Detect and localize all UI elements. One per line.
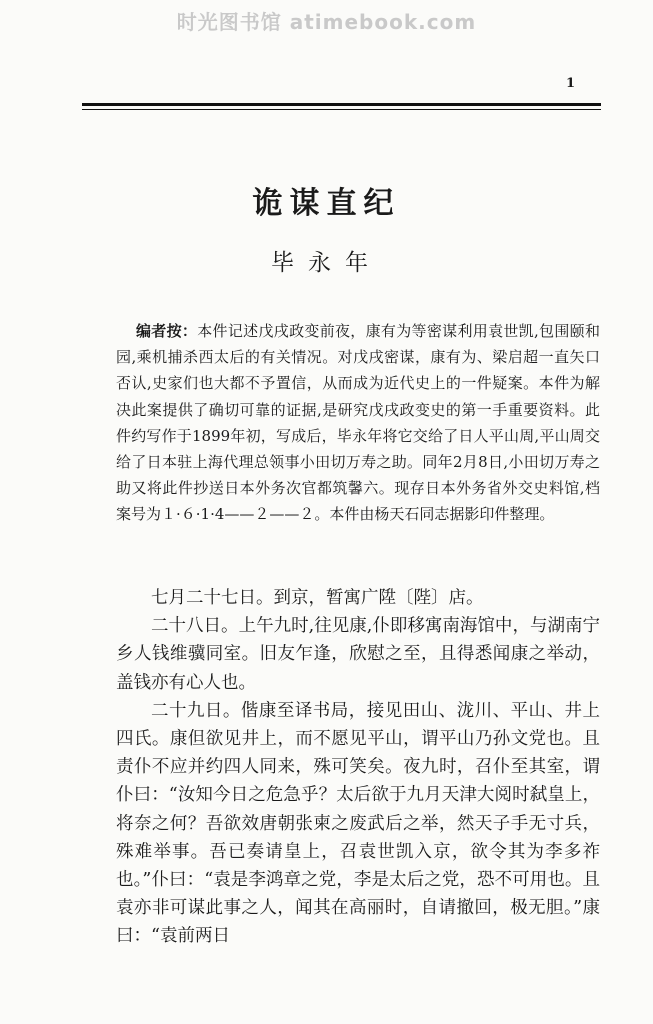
editor-note-label: 编者按： (136, 322, 198, 340)
page-number: 1 (566, 76, 576, 91)
body-paragraph: 二十八日。上午九时,往见康,仆即移寓南海馆中，与湖南宁乡人钱维骥同室。旧友乍逢，欣慰之至，且得悉闻康之举动，盖钱亦有心人也。 (116, 616, 600, 693)
editor-note-text: 本件记述戊戌政变前夜，康有为等密谋利用袁世凯,包围颐和园,乘机捕杀西太后的有关情况。对戊戌密谋，康有为、梁启超一直矢口否认,史家们也大都不予置信，从而成为近代史上的一件疑案。本件为解决此案提供了确切可靠的证据,是研究戊戌政变史的第一手重要资料。此件约写作于1899年初，写成后，毕永年将它交给了日人平山周,平山周交给了日本驻上海代理总领事小田切万寿之助。同年2月8日,小田切万寿之助又将此件抄送日本外务次官都筑馨六。现存日本外务省外交史料馆,档案号为１·６·1·4——２——２。本件由杨天石同志据影印件整理。 (116, 322, 600, 524)
body-paragraph: 二十九日。偕康至译书局，接见田山、泷川、平山、井上四氏。康但欲见井上，而不愿见平山，谓平山乃孙文党也。且责仆不应并约四人同来，殊可笑矣。夜九时，召仆至其室，谓仆曰：“汝知今日之危急乎？太后欲于九月天津大阅时弑皇上，将奈之何？吾欲效唐朝张柬之废武后之举，然天子手无寸兵，殊难举事。吾已奏请皇上，召袁世凯入京，欲令其为李多祚也。”仆曰：“袁是李鸿章之党，李是太后之党，恐不可用也。且袁亦非可谋此事之人，闻其在高丽时，自请撤回，极无胆。”康曰：“袁前两日 (116, 700, 600, 947)
watermark: 时光图书馆 atimebook.com (176, 10, 477, 34)
author-name: 毕永年 (271, 250, 382, 276)
editor-note (116, 318, 600, 528)
header-rule-thick (82, 103, 601, 106)
body-text (116, 584, 600, 951)
page-title: 诡谋直纪 (252, 186, 401, 221)
header-rule-thin (82, 109, 601, 110)
body-paragraph: 七月二十七日。到京，暂寓广陞〔陛〕店。 (151, 588, 484, 608)
